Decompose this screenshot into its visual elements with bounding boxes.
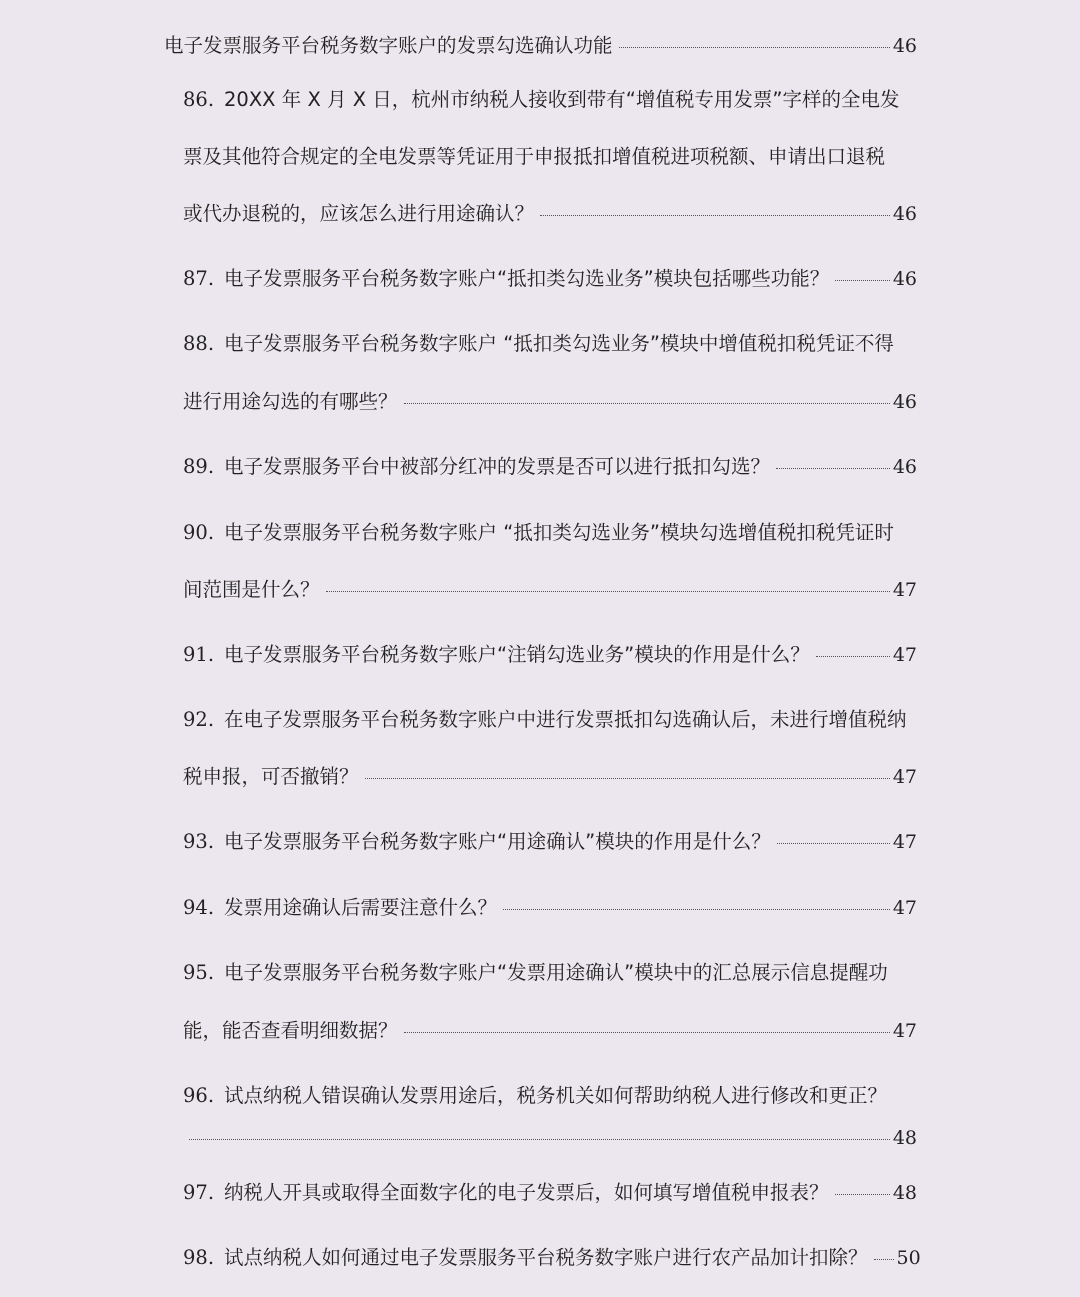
dot-leader <box>326 591 890 592</box>
dot-leader <box>816 656 890 657</box>
dot-leader <box>776 468 890 469</box>
dot-leader <box>404 403 890 404</box>
toc-entry-text: 电子发票服务平台税务数字账户“抵扣类勾选业务”模块包括哪些功能？ <box>224 267 830 290</box>
toc-entry-last-line[interactable] <box>183 200 917 228</box>
toc-entry-text: 电子发票服务平台税务数字账户的发票勾选确认功能 <box>164 34 613 57</box>
toc-page-number: 47 <box>892 644 917 666</box>
toc-entry-text: 票及其他符合规定的全电发票等凭证用于申报抵扣增值税进项税额、申请出口退税 <box>183 145 886 168</box>
toc-entry-last-line[interactable] <box>183 388 917 416</box>
dot-leader <box>619 47 890 48</box>
toc-entry-last-line[interactable] <box>183 576 917 604</box>
toc-entry-last-line[interactable] <box>183 1124 917 1152</box>
dot-leader <box>189 1139 890 1140</box>
toc-entry-number: 91. <box>183 643 215 666</box>
dot-leader <box>874 1259 894 1260</box>
toc-page-number: 46 <box>892 391 917 413</box>
toc-entry-number: 98. <box>183 1246 215 1269</box>
toc-entry-text: 在电子发票服务平台税务数字账户中进行发票抵扣勾选确认后，未进行增值税纳 <box>224 708 907 731</box>
toc-entry-line[interactable] <box>183 959 917 987</box>
toc-page-number: 48 <box>892 1127 917 1149</box>
toc-entry-text: 进行用途勾选的有哪些？ <box>183 390 398 413</box>
toc-entry-text: 电子发票服务平台税务数字账户“用途确认”模块的作用是什么？ <box>224 830 771 853</box>
toc-entry-text: 电子发票服务平台税务数字账户 “抵扣类勾选业务”模块勾选增值税扣税凭证时 <box>224 521 894 544</box>
toc-entry-line[interactable] <box>183 86 917 114</box>
toc-entry-number: 88. <box>183 332 215 355</box>
toc-entry-line[interactable] <box>183 330 917 358</box>
toc-page-number: 50 <box>896 1247 921 1269</box>
toc-entry-text: 能，能否查看明细数据？ <box>183 1019 398 1042</box>
toc-entry-last-line[interactable] <box>183 453 917 481</box>
toc-entry-text: 20XX 年 X 月 X 日，杭州市纳税人接收到带有“增值税专用发票”字样的全电发 <box>224 88 900 111</box>
dot-leader <box>365 778 890 779</box>
toc-entry-number: 87. <box>183 267 215 290</box>
dot-leader <box>777 843 890 844</box>
dot-leader <box>503 909 890 910</box>
toc-entry-text: 或代办退税的，应该怎么进行用途确认？ <box>183 202 535 225</box>
toc-entry-last-line[interactable] <box>164 32 917 60</box>
toc-entry-number: 95. <box>183 961 215 984</box>
toc-entry-text: 电子发票服务平台税务数字账户 “抵扣类勾选业务”模块中增值税扣税凭证不得 <box>224 332 894 355</box>
toc-entry-text: 试点纳税人如何通过电子发票服务平台税务数字账户进行农产品加计扣除？ <box>224 1246 868 1269</box>
toc-entry-number: 92. <box>183 708 215 731</box>
toc-page-number: 47 <box>892 897 917 919</box>
toc-entry-text: 电子发票服务平台税务数字账户“注销勾选业务”模块的作用是什么？ <box>224 643 810 666</box>
toc-entry-number: 97. <box>183 1181 215 1204</box>
toc-entry-text: 电子发票服务平台中被部分红冲的发票是否可以进行抵扣勾选？ <box>224 455 771 478</box>
toc-entry-text: 发票用途确认后需要注意什么？ <box>224 896 498 919</box>
toc-entry-number: 89. <box>183 455 215 478</box>
toc-entry-last-line[interactable] <box>183 1244 921 1272</box>
toc-entry-number: 86. <box>183 88 215 111</box>
toc-page-number: 46 <box>892 268 917 290</box>
toc-entry-line[interactable] <box>183 1082 917 1110</box>
toc-entry-line[interactable] <box>183 143 917 171</box>
toc-page-number: 47 <box>892 766 917 788</box>
toc-entry-text: 试点纳税人错误确认发票用途后，税务机关如何帮助纳税人进行修改和更正？ <box>224 1084 888 1107</box>
toc-entry-last-line[interactable] <box>183 763 917 791</box>
dot-leader <box>835 280 890 281</box>
toc-entry-text: 纳税人开具或取得全面数字化的电子发票后，如何填写增值税申报表？ <box>224 1181 829 1204</box>
toc-entry-line[interactable] <box>183 706 917 734</box>
toc-page-number: 46 <box>892 203 917 225</box>
toc-entry-number: 90. <box>183 521 215 544</box>
toc-entry-text: 间范围是什么？ <box>183 578 320 601</box>
toc-entry-last-line[interactable] <box>183 641 917 669</box>
toc-entry-last-line[interactable] <box>183 828 917 856</box>
dot-leader <box>540 215 890 216</box>
toc-page-number: 48 <box>892 1182 917 1204</box>
toc-page-number: 47 <box>892 831 917 853</box>
toc-entry-last-line[interactable] <box>183 1179 917 1207</box>
toc-page-number: 46 <box>892 456 917 478</box>
toc-entry-last-line[interactable] <box>183 894 917 922</box>
toc-page-number: 47 <box>892 579 917 601</box>
toc-entry-number: 94. <box>183 896 215 919</box>
toc-entry-last-line[interactable] <box>183 265 917 293</box>
dot-leader <box>404 1032 890 1033</box>
toc-page-number: 46 <box>892 35 917 57</box>
toc-page-number: 47 <box>892 1020 917 1042</box>
toc-entry-line[interactable] <box>183 519 917 547</box>
toc-entry-number: 93. <box>183 830 215 853</box>
dot-leader <box>835 1194 890 1195</box>
toc-entry-text: 电子发票服务平台税务数字账户“发票用途确认”模块中的汇总展示信息提醒功 <box>224 961 888 984</box>
toc-entry-last-line[interactable] <box>183 1017 917 1045</box>
toc-entry-number: 96. <box>183 1084 215 1107</box>
toc-entry-text: 税申报，可否撤销？ <box>183 765 359 788</box>
